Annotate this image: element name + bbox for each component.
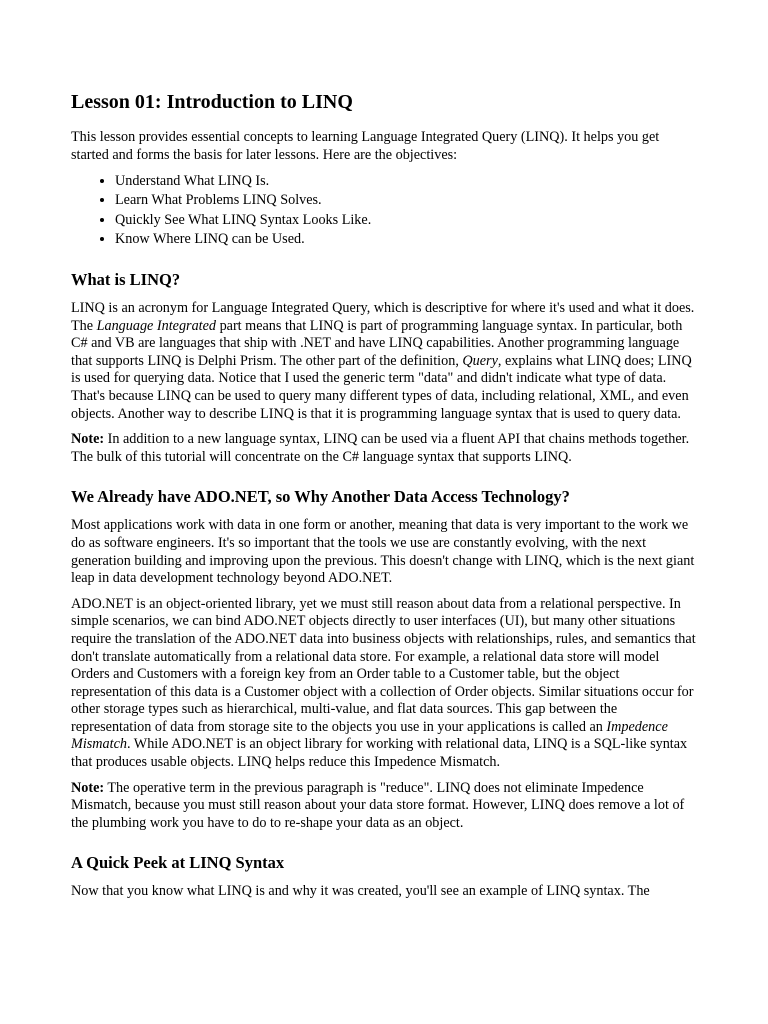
emphasis: Language Integrated: [96, 317, 217, 334]
note-paragraph: Note: In addition to a new language syntax, LINQ can be used via a fluent API that chains methods together. The bulk of this tutorial will concentrate on the C# language syntax that supports LINQ.: [71, 431, 690, 465]
page-title: Lesson 01: Introduction to LINQ: [71, 91, 353, 113]
section-what-is-linq: [71, 269, 699, 466]
intro-paragraph: This lesson provides essential concepts to learning Language Integrated Query (LINQ). It helps you get started and forms the basis for later lessons. Here are the objectives:: [71, 129, 660, 163]
list-item: • Quickly See What LINQ Syntax Looks Like.: [115, 211, 699, 230]
note-paragraph: Note: The operative term in the previous paragraph is "reduce". LINQ does not eliminate Impedence Mismatch, because you must still reason about your data store format. However, LINQ does remove a lot of the plumbing work you have to do to re-shape your data as an object.: [71, 779, 685, 831]
note-label: Note:: [71, 779, 105, 796]
section-why-linq: [71, 486, 699, 832]
paragraph: ADO.NET is an object-oriented library, yet we must still reason about data from a relational perspective. In simple scenarios, we can bind ADO.NET objects directly to user interfaces (UI), but many other situations require the translation of the ADO.NET data into business objects with relationships, rules, and semantics that don't translate automatically from a relational data store. For example, a relational data store will model Orders and Customers with a foreign key from an Order table to a Customer table, but the object representation of this data is a Customer object with a collection of Order objects. Similar situations occur for other storage types such as hierarchical, multi-value, and flat data sources. This gap between the representation of data from storage site to the objects you use in your applications is called an Impedence Mismatch. While ADO.NET is an object library for working with relational data, LINQ is a SQL-like syntax that produces usable objects. LINQ helps reduce this Impedence Mismatch.: [71, 595, 696, 771]
paragraph: Most applications work with data in one form or another, meaning that data is very important to the work we do as software engineers. It's so important that the tools we use are constantly evolving, with the next generation building and improving upon the previous. This doesn't change with LINQ, which is the next giant leap in data development technology beyond ADO.NET.: [71, 517, 695, 587]
list-item: • Know Where LINQ can be Used.: [115, 230, 699, 249]
paragraph: Now that you know what LINQ is and why it was created, you'll see an example of LINQ syntax. The: [71, 883, 650, 900]
list-item: • Learn What Problems LINQ Solves.: [115, 191, 699, 210]
list-item: • Understand What LINQ Is.: [115, 172, 699, 191]
paragraph: LINQ is an acronym for Language Integrated Query, which is descriptive for where it's used and what it does. The Language Integrated part means that LINQ is part of programming language syntax. In particular, both C# and VB are languages that ship with .NET and have LINQ capabilities. Another programming language that supports LINQ is Delphi Prism. The other part of the definition, Query, explains what LINQ does; LINQ is used for querying data. Notice that I used the generic term "data" and didn't indicate what type of data. That's because LINQ can be used to query many different types of data, including relational, XML, and even objects. Another way to describe LINQ is that it is programming language syntax that is used to query data.: [71, 300, 695, 422]
objectives-list: [71, 172, 699, 249]
section-heading: We Already have ADO.NET, so Why Another Data Access Technology?: [71, 487, 570, 507]
emphasis: Query: [462, 352, 498, 369]
section-heading: What is LINQ?: [71, 270, 181, 289]
section-heading: A Quick Peek at LINQ Syntax: [71, 853, 285, 873]
emphasis: Impedence Mismatch: [71, 718, 668, 753]
section-linq-syntax: [71, 852, 699, 901]
note-label: Note:: [71, 431, 105, 448]
document-page: [71, 88, 699, 1024]
